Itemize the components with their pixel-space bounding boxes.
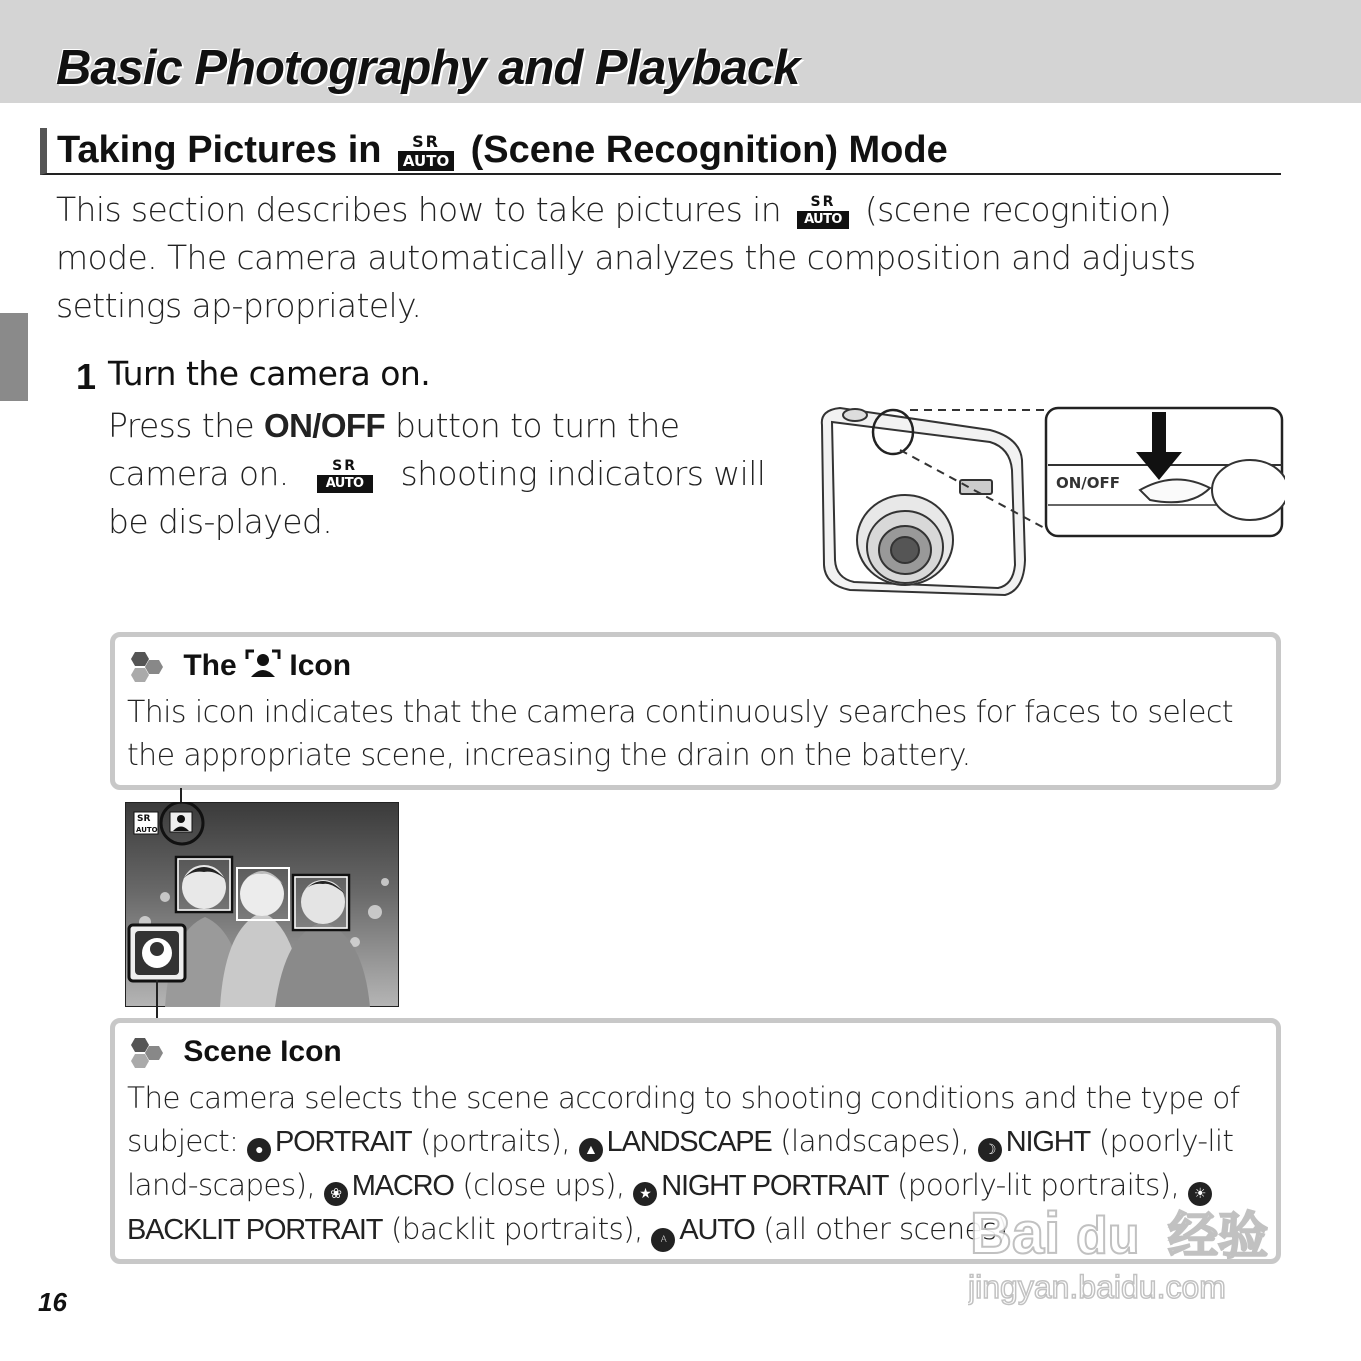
- section-title-prefix: Taking Pictures in: [57, 129, 382, 171]
- chapter-title: Basic Photography and Playback: [56, 41, 800, 95]
- intro-paragraph: This section describes how to take pictures in SR AUTO (scene recognition) mode. The camera automatically analyzes the composition and adjusts settings ap-propriately.: [56, 190, 1196, 325]
- backlit-portrait-icon: ☀: [1188, 1182, 1212, 1206]
- on-off-button-name: ON/OFF: [264, 407, 386, 444]
- face-icon-note-text: This icon indicates that the camera continuously searches for faces to select the appropriate scene, increasing the drain on the battery.: [127, 695, 1233, 773]
- side-tab: [0, 313, 28, 401]
- scene-icon-leader: [156, 980, 158, 1020]
- macro-icon: ❀: [324, 1182, 348, 1206]
- note-hex-icon: [127, 650, 167, 684]
- note-hex-icon: [127, 1036, 167, 1070]
- face-detection-icon: [245, 649, 281, 679]
- svg-text:经验: 经验: [1168, 1207, 1268, 1265]
- scene-icon-note-text: The camera selects the scene according to shooting conditions and the type of subject: ● PORTRAIT (portraits), ▲ LANDSCAPE (landscapes), ☽ NIGHT (poorly-lit land-scapes), ❀ MACRO (close ups), ★ NIGHT PORTRAIT (poorly-lit portraits), ☀BACKLIT PORTRAIT (backlit portraits), A AUTO (all other scenes): [127, 1077, 1272, 1252]
- sample-photo: [125, 802, 399, 1007]
- night-icon: ☽: [978, 1138, 1002, 1162]
- scene-icon-note-heading: Scene Icon: [127, 1035, 342, 1071]
- sr-auto-icon: SR AUTO: [317, 459, 373, 493]
- camera-illustration: [810, 400, 1285, 605]
- page-number: 16: [38, 1287, 67, 1317]
- step-body: Press the ON/OFF button to turn the camera on. SR AUTO shooting indicators will be dis-played.: [108, 406, 766, 541]
- step-number: 1: [76, 356, 97, 397]
- svg-text:du: du: [1076, 1207, 1140, 1265]
- section-title-suffix: (Scene Recognition) Mode: [470, 129, 948, 171]
- sr-auto-icon: SR AUTO: [398, 133, 454, 171]
- face-icon-note-heading: The Icon: [127, 649, 351, 685]
- photo-badge-top: SR: [137, 814, 151, 824]
- sr-auto-icon: SR AUTO: [797, 195, 849, 229]
- svg-text:jingyan.baidu.com: jingyan.baidu.com: [968, 1269, 1226, 1305]
- illustration-button-label: ON/OFF: [1056, 474, 1121, 492]
- baidu-watermark: [968, 1193, 1283, 1313]
- photo-badge-bottom: AUTO: [136, 826, 158, 834]
- svg-text:Bai: Bai: [970, 1201, 1061, 1266]
- portrait-icon: ●: [247, 1138, 271, 1162]
- night-portrait-icon: ★: [633, 1182, 657, 1206]
- face-icon-note: [110, 632, 1281, 790]
- section-heading: [40, 128, 1281, 175]
- step-title: Turn the camera on.: [108, 354, 431, 393]
- landscape-icon: ▲: [579, 1138, 603, 1162]
- auto-icon: A: [651, 1228, 675, 1252]
